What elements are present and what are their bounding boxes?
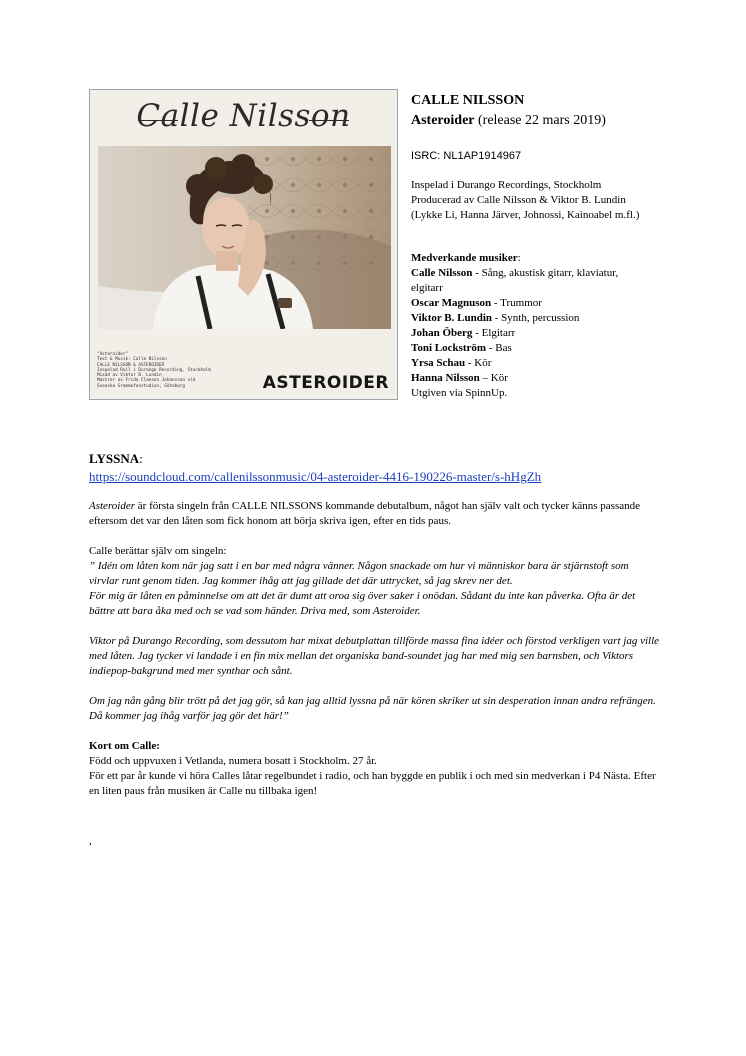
about-paragraph-2: För ett par år kunde vi höra Calles låtar regelbundet i radio, och han byggde en publik i och med sin medverkan i P4 Nästa. Efter en liten paus från musiken är Calle nu tillbaka igen! (89, 770, 656, 797)
quote-paragraph-4: Om jag nån gång blir trött på det jag gör, så kan jag alltid lyssna på när kören skriker ut sin desperation innan andra refrängen. Då kommer jag ihåg varför jag gör det här!” (89, 695, 656, 722)
produced-by: Producerad av Calle Nilsson & Viktor B. Lundin (411, 194, 626, 206)
musician-row: Johan Öberg - Elgitarr (411, 327, 516, 339)
musician-row: Viktor B. Lundin - Synth, percussion (411, 312, 580, 324)
recorded-at: Inspelad i Durango Recordings, Stockholm (411, 179, 602, 191)
release-title: Asteroider (411, 113, 475, 128)
cover-artist-script: Calle Nilsson (136, 98, 351, 134)
production-info (411, 178, 639, 223)
release-header (411, 91, 606, 131)
musicians-heading: Medverkande musiker: (411, 252, 521, 264)
release-title-line (411, 111, 606, 131)
musician-row: Hanna Nilsson – Kör (411, 372, 508, 384)
listen-block (89, 450, 541, 486)
quote-paragraph-2: För mig är låten en påminnelse om att det är dumt att oroa sig över saker i onödan. Sådant du inte kan påverka. Ofta är det bättre att bara åka med och se vad som händer. Driva med, som Asteroider. (89, 590, 636, 617)
musicians-block (411, 251, 651, 401)
quote-paragraph-1: ” Idén om låten kom när jag satt i en bar med några vänner. Någon snackade om hur vi människor bara är stjärnstoft som virvlar runt genom tiden. Jag kommer ihåg att jag gillade det där uttrycket, så jag skrev ner det. (89, 560, 629, 587)
about-block (89, 739, 659, 799)
release-date: (release 22 mars 2019) (474, 113, 606, 128)
cover-credits: "Asteroider" Text & Musik: Calle Nilsson CALLE NILSSON & ASTEROIDER Inspelad Ruil i Durango Recording, Stockholm Mixad av Viktor B. Lundin Mastrer av Frida Claeson Johansson vid Svenska Grammofonstudion, Göteborg (97, 352, 211, 389)
intro-paragraph: Asteroider är första singeln från CALLE NILSSONS kommande debutalbum, något han själv valt och tycker känns passande eftersom det var den låten som fick honom att börja skriva igen, efter en tids paus. (89, 500, 640, 527)
album-cover (89, 89, 398, 400)
quote-lead: Calle berättar själv om singeln: (89, 545, 227, 557)
musician-row: Toni Lockström - Bas (411, 342, 512, 354)
isrc-code: ISRC: NL1AP1914967 (411, 150, 522, 162)
soundcloud-link[interactable]: https://soundcloud.com/callenilssonmusic/04-asteroider-4416-190226-master/s-hHgZh (89, 469, 542, 484)
quote-paragraph-3: Viktor på Durango Recording, som dessutom har mixat debutplattan tillförde massa fina idéer och förstod verkligen vart jag ville med låten. Jag tycker vi landade i en fin mix mellan det organiska band-soundet jag har med mig sen barnsben, och Viktors indiepop-bakgrund med mer synthar och sånt. (89, 635, 660, 677)
listen-heading: LYSSNA: (89, 451, 143, 466)
musician-row: Oscar Magnuson - Trummor (411, 297, 542, 309)
artist-portrait-illustration (98, 146, 391, 329)
about-heading: Kort om Calle: (89, 740, 160, 752)
musician-row: Calle Nilsson - Sång, akustisk gitarr, klaviatur, elgitarr (411, 267, 619, 294)
cover-brand-logo: ASTEROIDER (262, 373, 389, 393)
publisher-note: Utgiven via SpinnUp. (411, 387, 508, 399)
footer-mark: , (89, 835, 92, 847)
musician-row: Yrsa Schau - Kör (411, 357, 492, 369)
cover-photo (98, 146, 391, 329)
artist-name: CALLE NILSSON (411, 93, 525, 108)
about-paragraph-1: Född och uppvuxen i Vetlanda, numera bosatt i Stockholm. 27 år. (89, 755, 377, 767)
producer-credits: (Lykke Li, Hanna Järver, Johnossi, Kainoabel m.fl.) (411, 209, 640, 221)
